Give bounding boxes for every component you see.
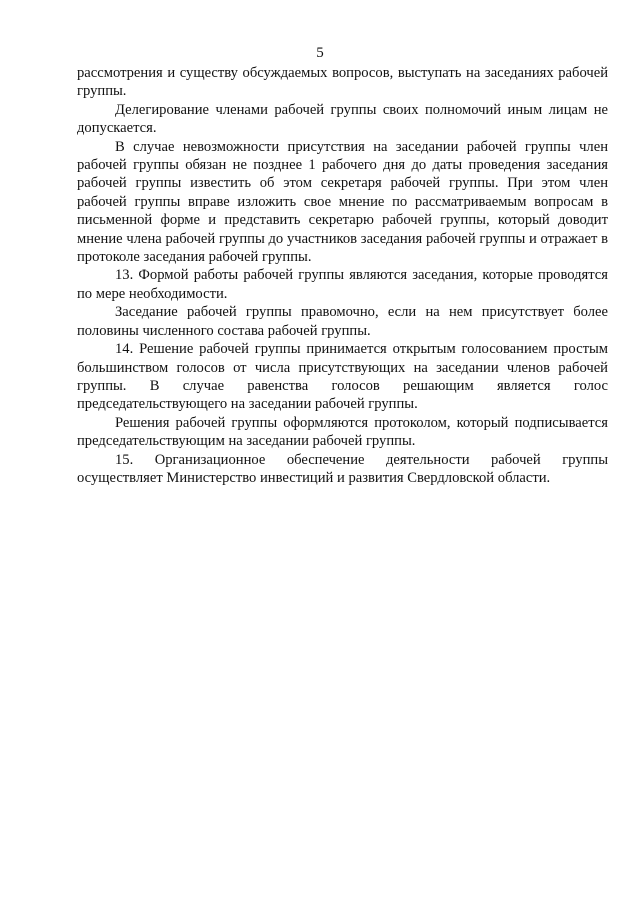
paragraph-quorum: Заседание рабочей группы правомочно, если на нем присутствует более половины численного состава рабочей группы.: [77, 304, 608, 339]
paragraph-item-15: 15. Организационное обеспечение деятельности рабочей группы осуществляет Министерство инвестиций и развития Свердловской области.: [77, 451, 608, 486]
paragraph-absence: В случае невозможности присутствия на заседании рабочей группы член рабочей группы обязан не позднее 1 рабочего дня до даты проведения заседания рабочей группы известить об этом секретаря рабочей группы. При этом член рабочей группы вправе изложить свое мнение по рассматриваемым вопросам в письменной форме и представить секретарю рабочей группы, который доводит мнение члена рабочей группы до участников заседания рабочей группы и отражает в протоколе заседания рабочей группы.: [77, 138, 608, 266]
paragraph-delegation: Делегирование членами рабочей группы своих полномочий иным лицам не допускается.: [77, 101, 608, 137]
paragraph-item-14: 14. Решение рабочей группы принимается открытым голосованием простым большинством голосов от числа присутствующих на заседании членов рабочей группы. В случае равенства голосов решающим является голос председательствующего на заседании рабочей группы.: [77, 341, 608, 413]
paragraph-continuation: рассмотрения и существу обсуждаемых вопросов, выступать на заседаниях рабочей группы.: [77, 65, 608, 100]
page-number: 5: [316, 45, 324, 61]
document-body: [77, 64, 608, 487]
paragraph-minutes: Решения рабочей группы оформляются протоколом, который подписывается председательствующим на заседании рабочей группы.: [77, 414, 608, 450]
paragraph-item-13: 13. Формой работы рабочей группы являются заседания, которые проводятся по мере необходимости.: [77, 267, 608, 302]
